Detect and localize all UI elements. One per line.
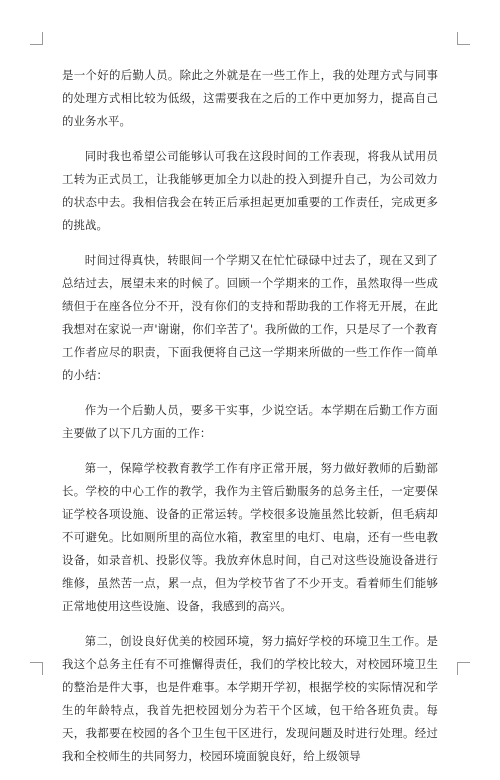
crop-mark-bottom-right [457,662,470,675]
paragraph-second-point: 第二，创设良好优美的校园环境，努力搞好学校的环境卫生工作。是我这个总务主任有不可推懈得责任，我们的学校比较大，对校园环境卫生的整治是件大事，也是件难事。本学期开学初，根据学校的实际情况和学生的年龄特点，我首先把校园划分为若干个区域，包干给各班负责。每天，我都要在校园的各个卫生包干区进行，发现问题及时进行处理。经过我和全校师生的共同努力，校园环境面貌良好，给上级领导 [62,634,438,763]
crop-mark-top-left [30,32,43,45]
paragraph-continued: 是一个好的后勤人员。除此之外就是在一些工作上，我的处理方式与同事的处理方式相比较为低级，这需要我在之后的工作中更加努力，提高自己的业务水平。 [62,68,438,128]
crop-mark-top-right [457,32,470,45]
document-body [62,64,438,780]
paragraph-semester-review: 时间过得真快，转眼间一个学期又在忙忙碌碌中过去了，现在又到了总结过去，展望未来的时候了。回顾一个学期来的工作，虽然取得一些成绩但于在座各位分不开，没有你们的支持和帮助我的工作将无开展，在此我想对在家说一声'谢谢，你们辛苦了'。我所做的工作，只是尽了一个教育工作者应尽的职责，下面我便将自己这一学期来所做的一些工作作一简单的小结： [62,253,438,382]
crop-mark-bottom-left [30,662,43,675]
paragraph-probation: 同时我也希望公司能够认可我在这段时间的工作表现，将我从试用员工转为正式员工，让我能够更加全力以赴的投入到提升自己，为公司效力的状态中去。我相信我会在转正后承担起更加重要的工作责任，完成更多的挑战。 [62,149,438,232]
paragraph-first-point: 第一，保障学校教育教学工作有序正常开展，努力做好教师的后勤部长。学校的中心工作的教学，我作为主管后勤服务的总务主任，一定要保证学校各项设施、设备的正常运转。学校很多设施虽然比较新，但毛病却不可避免。比如厕所里的高位水箱，教室里的电灯、电扇，还有一些电教设备，如录音机、投影仪等。我放弃休息时间，自己对这些设施设备进行维修，虽然苦一点，累一点，但为学校节省了不少开支。看着师生们能够正常地使用这些设施、设备，我感到的高兴。 [62,461,438,613]
paragraph-logistics-intro: 作为一个后勤人员，要多干实事，少说空话。本学期在后勤工作方面主要做了以下几方面的工作： [62,403,438,440]
